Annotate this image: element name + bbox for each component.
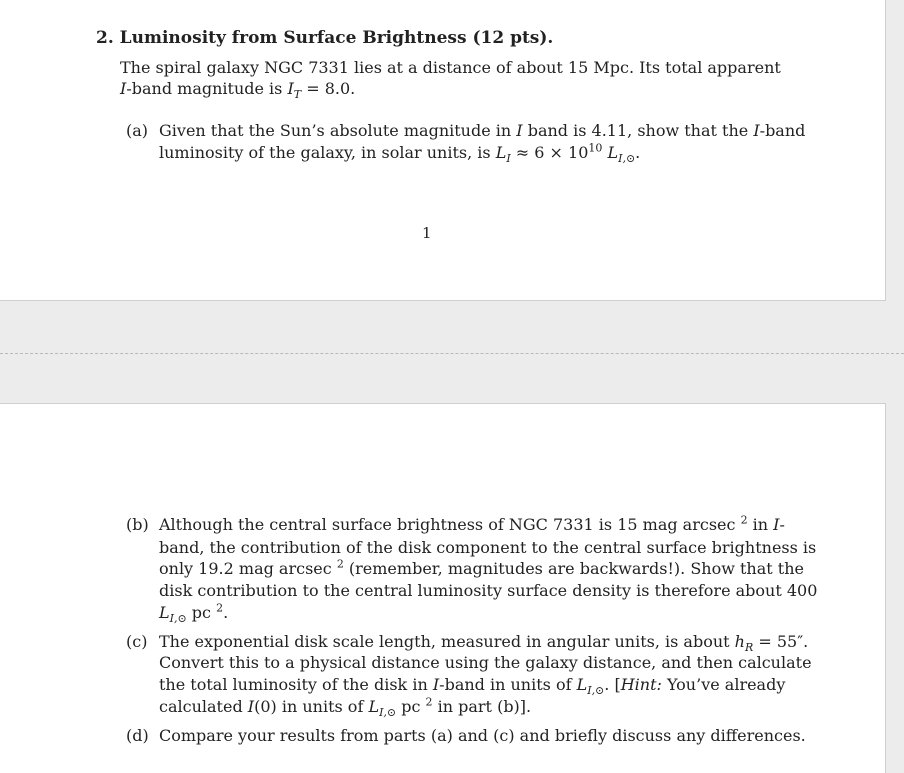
part-c-line-1: The exponential disk scale length, measured in angular units, is about $h_R = 55''$. <box>159 632 809 655</box>
part-b-line-1: Although the central surface brightness of NGC 7331 is 15 mag arcsec $^2$ in I- <box>159 513 785 534</box>
problem-heading <box>96 28 553 49</box>
part-b-label: (b) <box>126 515 149 534</box>
part-c-label: (c) <box>126 632 148 651</box>
part-d-text: Compare your results from parts (a) and (c) and briefly discuss any differences. <box>159 726 806 745</box>
part-c-line-2: Convert this to a physical distance using the galaxy distance, and then calculate <box>159 653 812 672</box>
intro-line-2: I-band magnitude is $I_T = 8.0$. <box>120 79 356 102</box>
part-b-line-2: band, the contribution of the disk component to the central surface brightness is <box>159 538 817 557</box>
part-a-line-1: Given that the Sun’s absolute magnitude in I band is 4.11, show that the I-band <box>159 121 806 140</box>
page-separator <box>0 353 904 354</box>
problem-number: 2. <box>96 28 114 48</box>
intro-line-1: The spiral galaxy NGC 7331 lies at a distance of about 15 Mpc. Its total apparent <box>120 58 781 77</box>
part-a-line-2: luminosity of the galaxy, in solar units, is $L_I \approx 6 \times 10^{10}$ $L_{I,⊙}$. <box>159 141 641 166</box>
problem-title: Luminosity from Surface Brightness (12 pts). <box>119 28 554 48</box>
part-d-label: (d) <box>126 726 149 745</box>
part-a-label: (a) <box>126 121 149 140</box>
part-b-line-4: disk contribution to the central luminosity surface density is therefore about 400 <box>159 581 818 600</box>
page-number: 1 <box>422 224 432 242</box>
part-c-line-3: the total luminosity of the disk in I-band in units of $L_{I,⊙}$. [Hint: You’ve already <box>159 675 786 698</box>
part-b-line-3: only 19.2 mag arcsec $^2$ (remember, magnitudes are backwards!). Show that the <box>159 557 804 578</box>
part-c-line-4: calculated I(0) in units of $L_{I,⊙}$ pc $^2$ in part (b)]. <box>159 695 532 720</box>
part-b-line-5: $L_{I,⊙}$ pc $^2$. <box>159 601 229 626</box>
